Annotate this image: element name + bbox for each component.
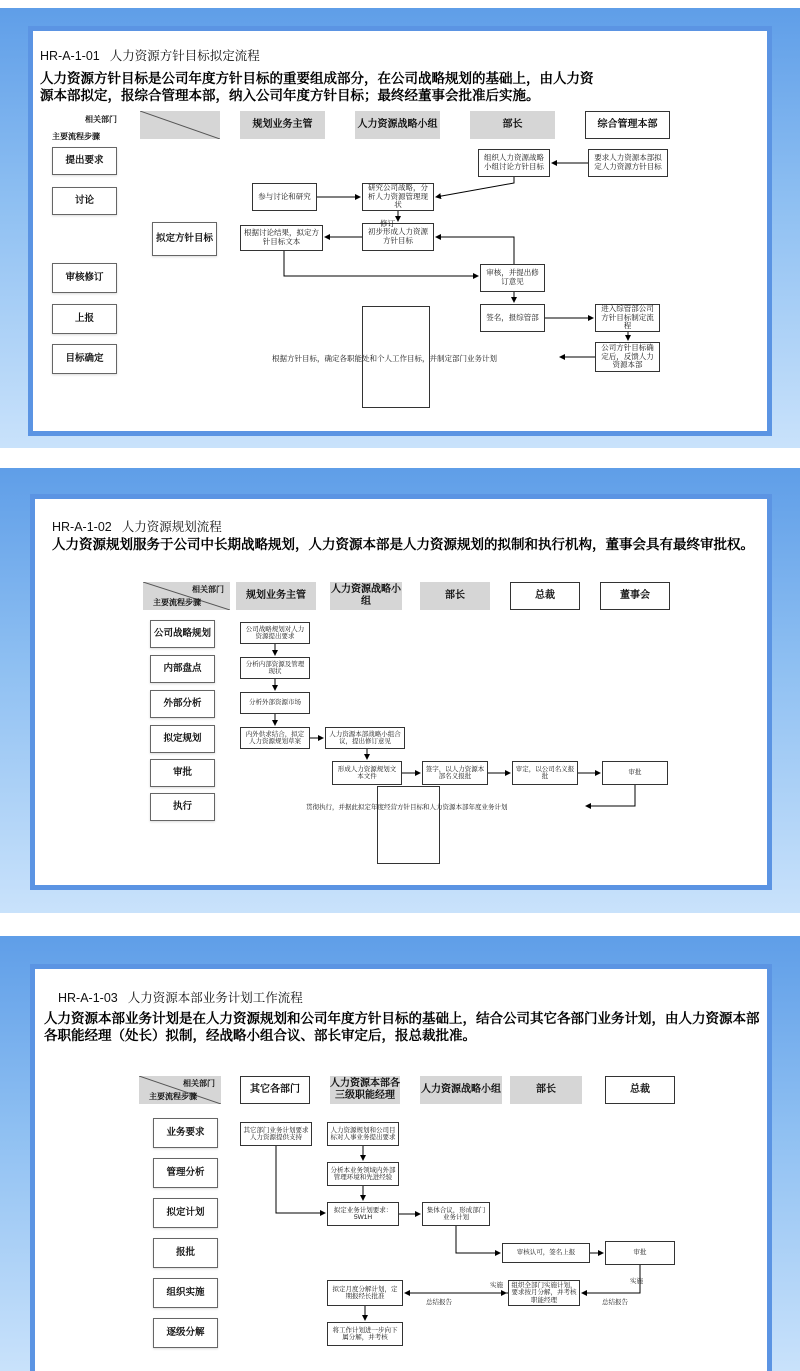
corner-top-label: 相关部门 — [85, 115, 117, 124]
lane-header-strategy-group: 人力资源战略小组 — [355, 111, 440, 139]
summary-note-2: 总结报告 — [602, 1299, 628, 1306]
step-draft-plan: 拟定计划 — [153, 1198, 218, 1228]
box-review-comments: 审核，并提出修订意见 — [480, 264, 545, 292]
lane-header-planning: 规划业务主管 — [236, 582, 316, 610]
flow-title: 人力资源本部业务计划工作流程 — [127, 991, 303, 1005]
box-hr-requirement: 人力资源规划和公司目标对人事业务提出要求 — [327, 1122, 399, 1146]
box-draft-5w1h: 拟定业务计划要求：5W1H — [327, 1202, 399, 1226]
lane-header-strategy-group: 人力资源战略小组 — [330, 582, 402, 610]
box-other-dept-requirement: 其它部门业务计划要求人力资源提供支持 — [240, 1122, 312, 1146]
step-external-analysis: 外部分析 — [150, 690, 215, 718]
implement-note-2: 实施 — [630, 1278, 643, 1285]
box-environment-analysis: 分析本业务领域内外部管理环境和先进经验 — [327, 1162, 399, 1186]
lane-header-president: 总裁 — [510, 582, 580, 610]
lane-header-board: 董事会 — [600, 582, 670, 610]
lane-header-strategy-group: 人力资源战略小组 — [420, 1076, 502, 1104]
lane-header-minister: 部长 — [510, 1076, 582, 1104]
corner-top-label: 相关部门 — [183, 1079, 215, 1088]
step-confirm-target: 目标确定 — [52, 344, 117, 374]
step-draft-plan: 拟定规划 — [150, 725, 215, 753]
step-review: 审核修订 — [52, 263, 117, 293]
lane-header-general-mgmt: 综合管理本部 — [585, 111, 670, 139]
slide-3-description: 人力资源本部业务计划是在人力资源规划和公司年度方针目标的基础上，结合公司其它各部门业务计划，由人力资源本部各职能经理（处长）拟制，经战略小组合议、部长审定后，报总裁批准。 — [44, 1011, 760, 1043]
step-execute: 执行 — [150, 793, 215, 821]
box-target-confirmed: 公司方针目标确定后，反馈人力资源本部 — [595, 342, 660, 372]
flow-code: HR-A-1-03 — [58, 991, 118, 1005]
box-minister-approve: 审核认可，签名上报 — [502, 1243, 590, 1263]
corner-bottom-label: 主要流程步骤 — [153, 598, 201, 607]
box-join-discussion: 参与讨论和研究 — [252, 183, 317, 211]
lane-header-president: 总裁 — [605, 1076, 675, 1104]
summary-note-1: 总结报告 — [426, 1299, 452, 1306]
box-plan-document: 形成人力资源规划文本文件 — [332, 761, 402, 785]
box-minister-sign: 签字，以人力资源本部名义报批 — [422, 761, 488, 785]
final-note: 根据方针目标，确定各职能处和个人工作目标，并制定部门业务计划 — [272, 354, 497, 363]
box-president-approve: 审批 — [605, 1241, 675, 1265]
slide-2-description: 人力资源规划服务于公司中长期战略规划，人力资源本部是人力资源规划的拟制和执行机构，董事会具有最终审批权。 — [52, 537, 754, 552]
box-president-review: 审定，以公司名义报批 — [512, 761, 578, 785]
step-corporate-strategy: 公司战略规划 — [150, 620, 215, 648]
step-business-requirement: 业务要求 — [153, 1118, 218, 1148]
flow-title: 人力资源规划流程 — [121, 520, 222, 534]
box-draft-text: 根据讨论结果，拟定方针目标文本 — [240, 225, 323, 251]
step-approve: 审批 — [150, 759, 215, 787]
flow-title: 人力资源方针目标拟定流程 — [109, 49, 260, 63]
corner-top-label: 相关部门 — [192, 585, 224, 594]
step-submit-approval: 报批 — [153, 1238, 218, 1268]
box-board-approve: 审批 — [602, 761, 668, 785]
step-organize-implementation: 组织实施 — [153, 1278, 218, 1308]
box-organize-discussion: 组织人力资源战略小组讨论方针目标 — [478, 149, 550, 177]
box-group-review: 人力资源本部战略小组合议，提出修订意见 — [325, 727, 405, 749]
box-further-decompose: 将工作计划进一步向下属分解，并考核 — [327, 1322, 403, 1346]
step-discuss: 讨论 — [52, 187, 117, 215]
step-submit: 上报 — [52, 304, 117, 334]
flow-code: HR-A-1-02 — [52, 520, 112, 534]
box-monthly-plan: 拟定月度分解计划，定期报经长批准 — [327, 1280, 403, 1306]
step-management-analysis: 管理分析 — [153, 1158, 218, 1188]
box-dept-implementation: 组织全部门实施计划，要求按月分解，并考核职能经理 — [508, 1280, 580, 1306]
box-internal-analysis: 分析内部资源及管理现状 — [240, 657, 310, 679]
corner-bottom-label: 主要流程步骤 — [149, 1092, 197, 1101]
step-internal-inventory: 内部盘点 — [150, 655, 215, 683]
box-require-hr: 要求人力资源本部拟定人力资源方针目标 — [588, 149, 668, 177]
lane-header-planning: 规划业务主管 — [240, 111, 325, 139]
corner-bottom-label: 主要流程步骤 — [52, 132, 100, 141]
lane-header-minister: 部长 — [470, 111, 555, 139]
box-research: 研究公司战略，分析人力资源管理现状 — [362, 183, 434, 211]
box-collective-review: 集体合议，形成部门业务计划 — [422, 1202, 490, 1226]
box-draft-plan: 内外供求结合，拟定人力资源规划草案 — [240, 727, 310, 749]
lane-header-functional-managers: 人力资源本部各三级职能经理 — [330, 1076, 400, 1104]
final-note: 贯彻执行，并据此拟定年度经营方针目标和人力资源本部年度业务计划 — [306, 804, 508, 811]
step-decompose: 逐级分解 — [153, 1318, 218, 1348]
box-initial-target: 初步形成人力资源方针目标 — [362, 223, 434, 251]
flow-code: HR-A-1-01 — [40, 49, 100, 63]
implement-note-1: 实施 — [490, 1282, 503, 1289]
step-raise-requirement: 提出要求 — [52, 147, 117, 175]
slide-1-description: 人力资源方针目标是公司年度方针目标的重要组成部分，在公司战略规划的基础上，由人力资源本部拟定，报综合管理本部，纳入公司年度方针目标；最终经董事会批准后实施。 — [40, 71, 594, 103]
step-draft-target: 拟定方针目标 — [152, 222, 217, 256]
box-sign-report: 签名，报综管部 — [480, 304, 545, 332]
lane-header-other-depts: 其它各部门 — [240, 1076, 310, 1104]
box-strategy-requirement: 公司战略规划对人力资源提出要求 — [240, 622, 310, 644]
box-enter-process: 进入综管部公司方针目标制定流程 — [595, 304, 660, 332]
modify-note: 修订 — [380, 219, 395, 228]
lane-header-minister: 部长 — [420, 582, 490, 610]
box-external-analysis: 分析外部资源市场 — [240, 692, 310, 714]
